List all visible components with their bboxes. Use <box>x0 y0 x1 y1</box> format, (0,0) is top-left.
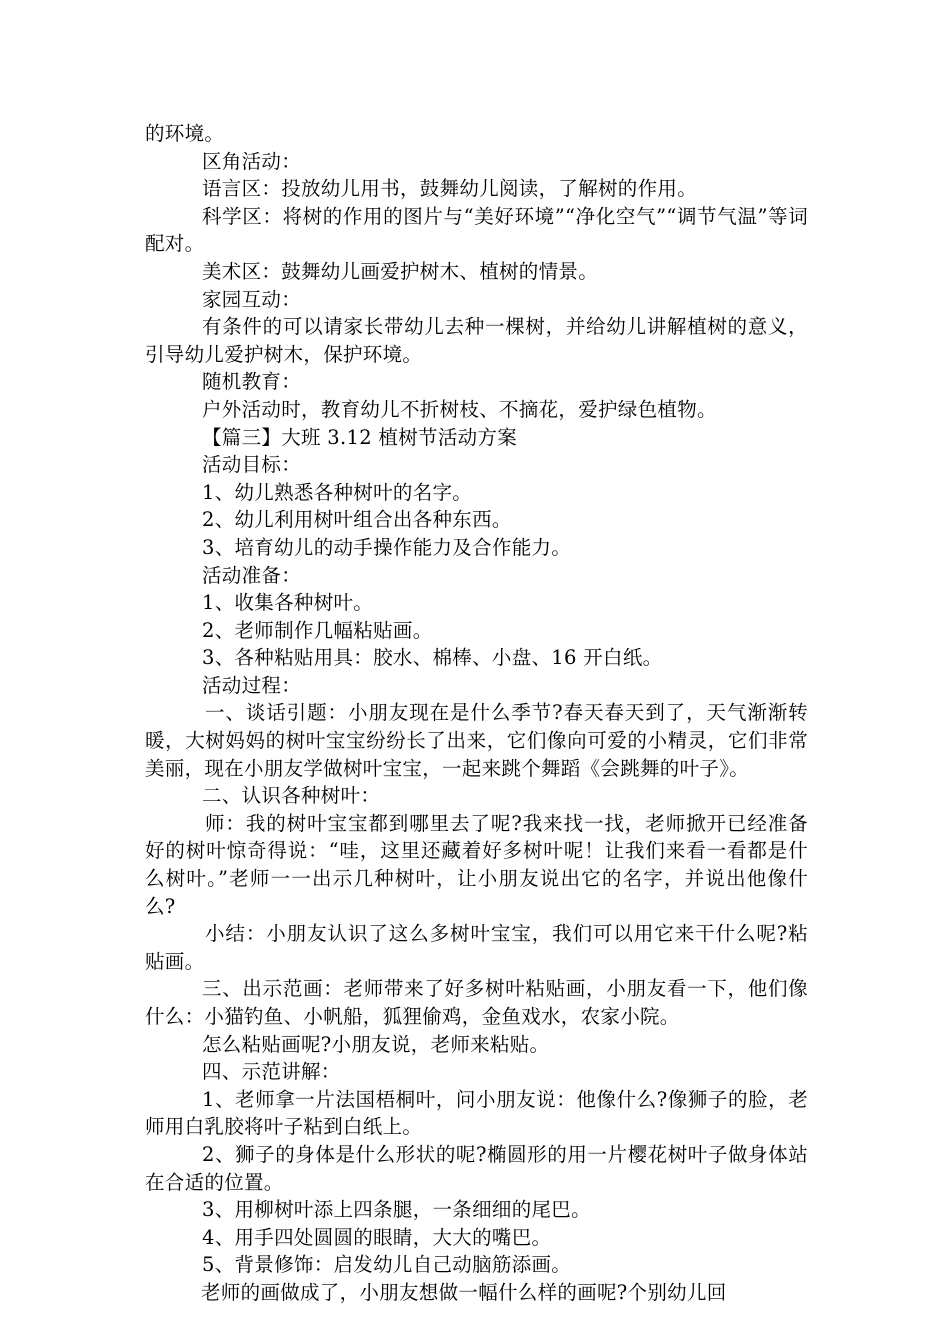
paragraph: 科学区：将树的作用的图片与“美好环境”“净化空气”“调节气温”等词配对。 <box>145 204 808 256</box>
list-item: 4、用手四处圆圆的眼睛，大大的嘴巴。 <box>202 1225 552 1249</box>
paragraph: 活动过程： <box>202 673 302 697</box>
paragraph: 有条件的可以请家长带幼儿去种一棵树，并给幼儿讲解植树的意义，引导幼儿爱护树木，保护环境。 <box>145 315 808 366</box>
list-item: 2、狮子的身体是什么形状的呢?椭圆形的用一片樱花树叶子做身体站在合适的位置。 <box>145 1142 808 1194</box>
paragraph: 小结：小朋友认识了这么多树叶宝宝，我们可以用它来干什么呢?粘贴画。 <box>145 922 808 973</box>
paragraph: 活动准备： <box>202 563 302 587</box>
paragraph: 怎么粘贴画呢?小朋友说，老师来粘贴。 <box>202 1032 550 1056</box>
paragraph: 美术区：鼓舞幼儿画爱护树木、植树的情景。 <box>202 259 599 283</box>
list-item: 3、培育幼儿的动手操作能力及合作能力。 <box>202 535 572 559</box>
paragraph: 老师的画做成了，小朋友想做一幅什么样的画呢?个别幼儿回 <box>201 1280 727 1304</box>
paragraph: 四、示范讲解： <box>202 1060 341 1084</box>
paragraph: 三、出示范画：老师带来了好多树叶粘贴画，小朋友看一下，他们像什么：小猫钓鱼、小帆船，狐狸偷鸡，金鱼戏水，农家小院。 <box>145 977 808 1028</box>
paragraph: 师：我的树叶宝宝都到哪里去了呢?我来找一找，老师掀开已经准备好的树叶惊奇得说：“哇，这里还藏着好多树叶呢！让我们来看一看都是什么树叶。”老师一一出示几种树叶，让小朋友说出它的名字，并说出他像什么? <box>145 811 808 918</box>
paragraph: 语言区：投放幼儿用书，鼓舞幼儿阅读，了解树的作用。 <box>202 177 698 201</box>
list-item: 3、用柳树叶添上四条腿，一条细细的尾巴。 <box>202 1198 591 1222</box>
paragraph: 区角活动： <box>202 149 302 173</box>
paragraph: 家园互动： <box>202 287 302 311</box>
list-item: 1、老师拿一片法国梧桐叶，问小朋友说：他像什么?像狮子的脸，老师用白乳胶将叶子粘到白纸上。 <box>145 1087 808 1139</box>
list-item: 1、幼儿熟悉各种树叶的名字。 <box>202 480 473 504</box>
paragraph: 的环境。 <box>145 122 225 145</box>
paragraph: 随机教育： <box>202 370 302 394</box>
paragraph: 二、认识各种树叶： <box>202 784 381 808</box>
paragraph: 一、谈话引题：小朋友现在是什么季节?春天春天到了，天气渐渐转暖，大树妈妈的树叶宝宝纷纷长了出来，它们像向可爱的小精灵，它们非常美丽，现在小朋友学做树叶宝宝，一起来跳个舞蹈《会跳舞的叶子》。 <box>145 701 808 780</box>
list-item: 2、老师制作几幅粘贴画。 <box>202 618 433 642</box>
list-item: 3、各种粘贴用具：胶水、棉棒、小盘、16 开白纸。 <box>202 646 663 670</box>
list-item: 5、背景修饰：启发幼儿自己动脑筋添画。 <box>202 1253 572 1277</box>
paragraph: 户外活动时，教育幼儿不折树枝、不摘花，爱护绿色植物。 <box>202 397 717 421</box>
document-body <box>145 120 808 1307</box>
list-item: 1、收集各种树叶。 <box>202 591 374 615</box>
section-heading: 【篇三】大班 3.12 植树节活动方案 <box>202 425 518 449</box>
paragraph: 活动目标： <box>202 453 302 477</box>
list-item: 2、幼儿利用树叶组合出各种东西。 <box>202 508 512 532</box>
